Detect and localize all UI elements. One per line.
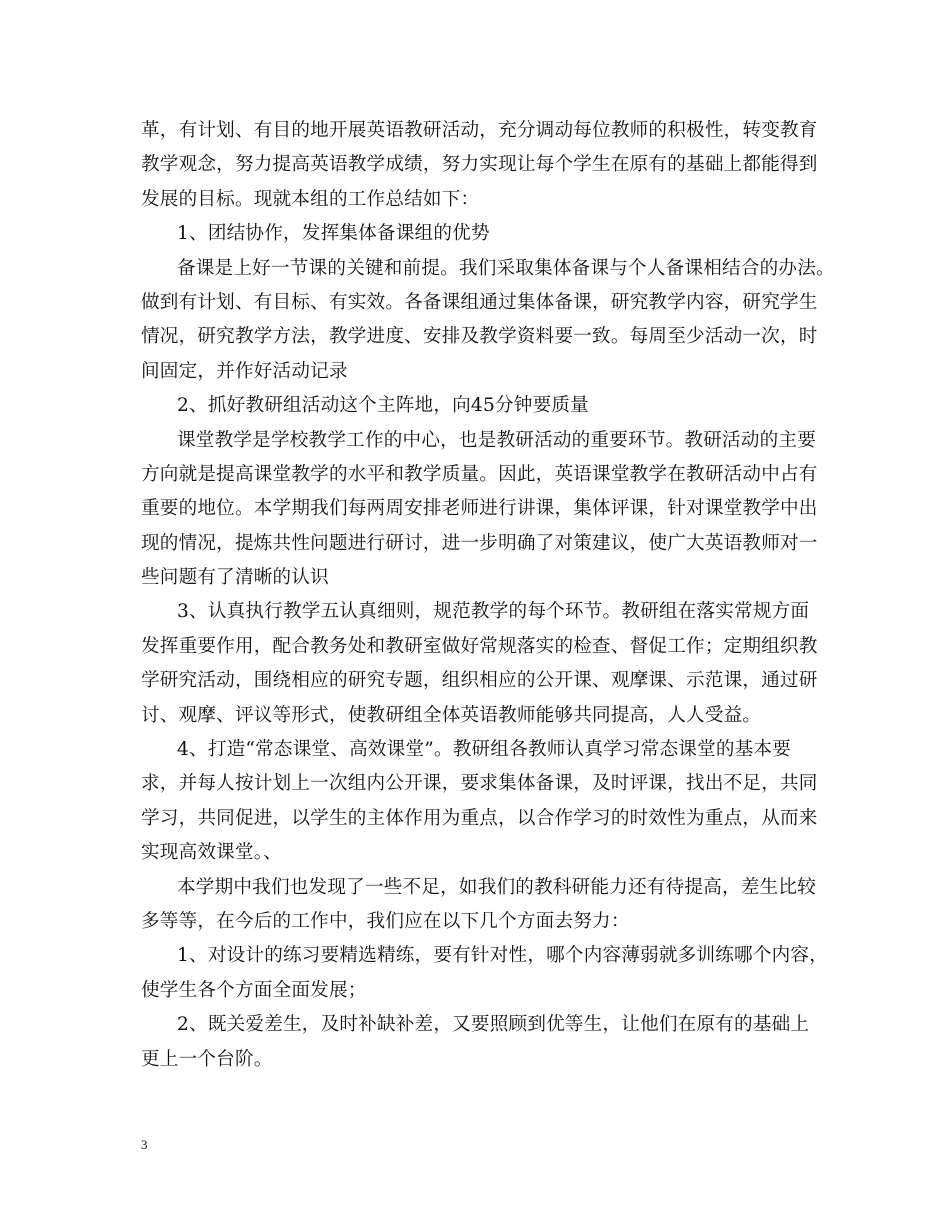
text-line: 多等等，在今后的工作中，我们应在以下几个方面去努力： (141, 910, 630, 932)
text-line: 本学期中我们也发现了一些不足，如我们的教科研能力还有待提高，差生比较 (177, 876, 816, 898)
text-line: 革，有计划、有目的地开展英语教研活动，充分调动每位教师的积极性，转变教育 (141, 120, 818, 141)
body-text (141, 114, 835, 1077)
text-line: 4、打造“常态课堂、高效课堂”。教研组各教师认真学习常态课堂的基本要 (177, 739, 792, 761)
text-line: 备课是上好一节课的关键和前提。我们采取集体备课与个人备课相结合的办法。 (177, 257, 835, 279)
text-line: 使学生各个方面全面发展； (141, 979, 367, 1001)
text-line: 教学观念，努力提高英语教学成绩，努力实现让每个学生在原有的基础上都能得到 (141, 154, 818, 176)
text-line: 重要的地位。本学期我们每两周安排老师进行讲课，集体评课，针对课堂教学中出 (141, 498, 818, 520)
text-line: 学习，共同促进，以学生的主体作用为重点，以合作学习的时效性为重点，从而来 (141, 807, 818, 829)
text-line: 现的情况，提炼共性问题进行研讨，进一步明确了对策建议，使广大英语教师对一 (141, 532, 818, 554)
text-line: 1、团结协作，发挥集体备课组的优势 (177, 223, 490, 245)
text-line: 课堂教学是学校教学工作的中心，也是教研活动的重要环节。教研活动的主要 (177, 429, 816, 451)
text-line: 间固定，并作好活动记录 (141, 360, 348, 382)
page-number: 3 (141, 1137, 148, 1152)
text-line: 2、抓好教研组活动这个主阵地，向45分钟要质量 (177, 395, 589, 417)
text-line: 发挥重要作用，配合教务处和教研室做好常规落实的检查、督促工作；定期组织教 (141, 635, 818, 657)
text-line: 2、既关爱差生，及时补缺补差，又要照顾到优等生，让他们在原有的基础上 (177, 1014, 810, 1036)
text-line: 求，并每人按计划上一次组内公开课，要求集体备课，及时评课，找出不足，共同 (141, 773, 818, 795)
text-line: 情况，研究教学方法，教学进度、安排及教学资料要一致。每周至少活动一次，时 (141, 326, 818, 348)
text-line: 讨、观摩、评议等形式，使教研组全体英语教师能够共同提高，人人受益。 (141, 704, 762, 726)
text-line: 做到有计划、有目标、有实效。各备课组通过集体备课，研究教学内容，研究学生 (141, 291, 818, 313)
text-line: 方向就是提高课堂教学的水平和教学质量。因此，英语课堂教学在教研活动中占有 (141, 463, 818, 485)
text-line: 实现高效课堂。、 (141, 842, 283, 864)
text-line: 些问题有了清晰的认识 (141, 567, 329, 589)
text-line: 学研究活动，围绕相应的研究专题，组织相应的公开课、观摩课、示范课，通过研 (141, 670, 818, 692)
text-line: 1、对设计的练习要精选精练，要有针对性，哪个内容薄弱就多训练哪个内容， (177, 945, 829, 967)
text-line: 发展的目标。现就本组的工作总结如下： (141, 188, 480, 210)
text-line: 3、认真执行教学五认真细则，规范教学的每个环节。教研组在落实常规方面 (177, 601, 810, 623)
text-line: 更上一个台阶。 (141, 1048, 273, 1070)
